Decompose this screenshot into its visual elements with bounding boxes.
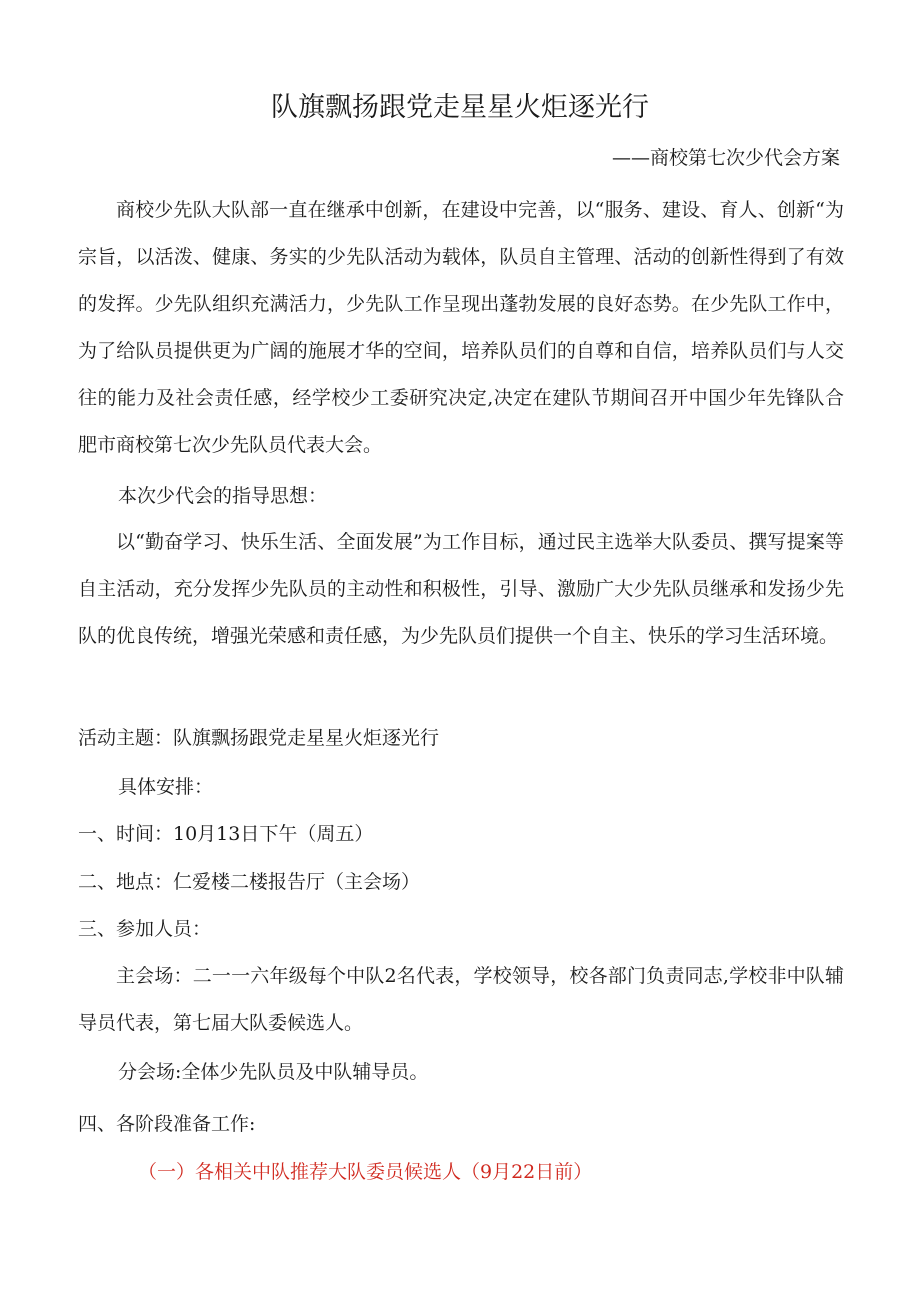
guide-heading: 本次少代会的指导思想：	[118, 485, 328, 507]
guide-paragraph: 以“勤奋学习、快乐生活、全面发展”为工作目标，通过民主选举大队委员、撰写提案等自主活动，充分发挥少先队员的主动性和积极性，引导、激励广大少先队员继承和发扬少先队的优良传统，增强光荣感和责任感，为少先队员们提供一个自主、快乐的学习生活环境。	[78, 531, 844, 647]
sub-venue-line: 分会场:全体少先队员及中队辅导员。	[118, 1061, 429, 1083]
location-line: 二、地点：仁爱楼二楼报告厅（主会场）	[78, 871, 421, 893]
document-title: 队旗飘扬跟党走星星火炬逐光行	[271, 92, 649, 123]
main-venue-paragraph: 主会场：二一一六年级每个中队2名代表，学校领导，校各部门负责同志,学校非中队辅导员代表，第七届大队委候选人。	[78, 965, 844, 1034]
time-line: 一、时间：10月13日下午（周五）	[78, 823, 374, 845]
theme-line: 活动主题：队旗飘扬跟党走星星火炬逐光行	[78, 727, 440, 749]
intro-paragraph: 商校少先队大队部一直在继承中创新，在建设中完善，以“服务、建设、育人、创新“为宗旨，以活泼、健康、务实的少先队活动为载体，队员自主管理、活动的创新性得到了有效的发挥。少先队组织充满活力，少先队工作呈现出蓬勃发展的良好态势。在少先队工作中，为了给队员提供更为广阔的施展才华的空间，培养队员们的自尊和自信，培养队员们与人交往的能力及社会责任感，经学校少工委研究决定,决定在建队节期间召开中国少年先锋队合肥市商校第七次少先队员代表大会。	[78, 199, 844, 456]
stages-heading: 四、各阶段准备工作:	[78, 1113, 256, 1135]
document-subtitle: ——商校第七次少代会方案	[611, 147, 840, 169]
arrangement-heading: 具体安排：	[118, 776, 214, 798]
participants-heading: 三、参加人员：	[78, 918, 212, 940]
stage-one-heading: （一）各相关中队推荐大队委员候选人（9月22日前）	[138, 1161, 593, 1183]
